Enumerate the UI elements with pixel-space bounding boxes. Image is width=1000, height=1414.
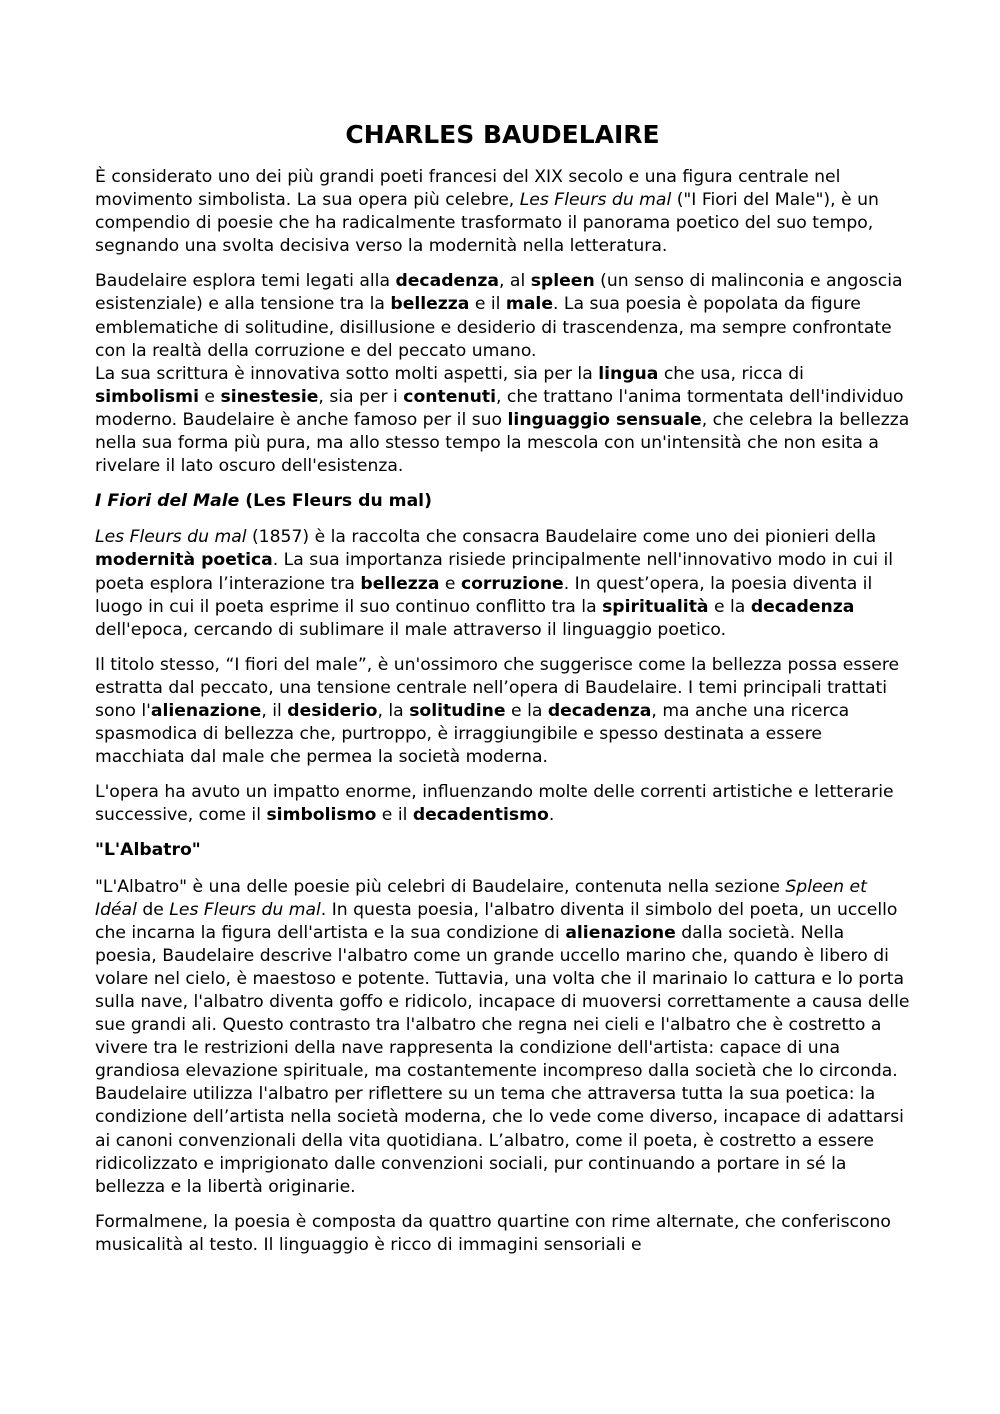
section-title: Spleen et Idéal [95, 876, 867, 920]
keyword: spiritualità [602, 596, 709, 617]
keyword: decadentismo [412, 805, 549, 826]
keyword: spleen [530, 271, 595, 292]
themes-paragraph: Baudelaire esplora temi legati alla decadenza, al spleen (un senso di malinconia e angoscia esistenziale) e alla tensione tra la bellezza e il male. La sua poesia è popolata da figure emblematiche di solitudine, disillusione e desiderio di trascendenza, ma sempre confrontate con la realtà della corruzione e del peccato umano. [95, 271, 903, 361]
keyword: alienazione [150, 700, 262, 721]
albatro-paragraph-1: "L'Albatro" è una delle poesie più celebri di Baudelaire, contenuta nella sezione Spleen et Idéal de Les Fleurs du mal. In questa poesia, l'albatro diventa il simbolo del poeta, un uccello che incarna la figura dell'artista e la sua condizione di alienazione dalla società. Nella poesia, Baudelaire descrive l'albatro come un grande uccello marino che, quando è libero di volare nel cielo, è maestoso e potente. Tuttavia, una volta che il marinaio lo cattura e lo porta sulla nave, l'albatro diventa goffo e ridicolo, incapace di muoversi correttamente a causa delle sue grandi ali. Questo contrasto tra l'albatro che regna nei cieli e l'albatro che è costretto a vivere tra le restrizioni della nave rappresenta la condizione dell'artista: capace di una grandiosa elevazione spirituale, ma costantemente incompreso dalla società che lo circonda. Baudelaire utilizza l'albatro per riflettere su un tema che attraversa tutta la sua poetica: la condizione dell’artista nella società moderna, che lo vede come diverso, incapace di adattarsi ai canoni convenzionali della vita quotidiana. L’albatro, come il poeta, è costretto a essere ridicolizzato e imprigionato dalle convenzioni sociali, pur continuando a portare in sé la bellezza e la libertà originarie. [95, 876, 910, 1197]
fiori-paragraph-3: L'opera ha avuto un impatto enorme, influenzando molte delle correnti artistiche e letterarie successive, come il simbolismo e il decadentismo. [95, 782, 894, 826]
keyword: alienazione [565, 922, 676, 943]
work-title: Les Fleurs du mal [95, 527, 247, 548]
keyword: desiderio [287, 700, 378, 721]
section-heading-fiori: I Fiori del Male (Les Fleurs du mal) [95, 491, 432, 512]
section-heading-albatro: "L'Albatro" [95, 840, 201, 861]
keyword: corruzione [460, 573, 564, 594]
keyword: contenuti [403, 386, 496, 407]
page-title: CHARLES BAUDELAIRE [345, 120, 660, 149]
keyword: simbolismi [95, 386, 199, 407]
keyword: bellezza [360, 573, 440, 594]
keyword: decadenza [750, 596, 855, 617]
fiori-paragraph-1: Les Fleurs du mal (1857) è la raccolta che consacra Baudelaire come uno dei pionieri della modernità poetica. La sua importanza risiede principalmente nell'innovativo modo in cui il poeta esplora l’interazione tra bellezza e corruzione. In quest’opera, la poesia diventa il luogo in cui il poeta esprime il suo continuo conflitto tra la spiritualità e la decadenza dell'epoca, cercando di sublimare il male attraverso il linguaggio poetico. [95, 527, 894, 640]
keyword: male [505, 294, 553, 315]
keyword: modernità poetica [95, 550, 273, 571]
keyword: linguaggio sensuale [507, 409, 702, 430]
keyword: lingua [598, 363, 659, 384]
keyword: decadenza [395, 271, 499, 292]
work-title: Les Fleurs du mal [169, 899, 321, 920]
work-title: Les Fleurs du mal [519, 190, 672, 211]
style-paragraph: La sua scrittura è innovativa sotto molti aspetti, sia per la lingua che usa, ricca di simbolismi e sinestesie, sia per i contenuti, che trattano l'anima tormentata dell'individuo moderno. Baudelaire è anche famoso per il suo linguaggio sensuale, che celebra la bellezza nella sua forma più pura, ma allo stesso tempo la mescola con un'intensità che non esita a rivelare il lato oscuro dell'esistenza. [95, 363, 910, 477]
document-page [95, 110, 910, 1269]
intro-paragraph: È considerato uno dei più grandi poeti francesi del XIX secolo e una figura centrale nel movimento simbolista. La sua opera più celebre, Les Fleurs du mal ("I Fiori del Male"), è un compendio di poesie che ha radicalmente trasformato il panorama poetico del suo tempo, segnando una svolta decisiva verso la modernità nella letteratura. [95, 167, 879, 257]
fiori-paragraph-2: Il titolo stesso, “I fiori del male”, è un'ossimoro che suggerisce come la bellezza possa essere estratta dal peccato, una tensione centrale nell’opera di Baudelaire. I temi principali trattati sono l'alienazione, il desiderio, la solitudine e la decadenza, ma anche una ricerca spasmodica di bellezza che, purtroppo, è irraggiungibile e spesso destinata a essere macchiata dal male che permea la società moderna. [95, 654, 900, 768]
albatro-paragraph-2: Formalmene, la poesia è composta da quattro quartine con rime alternate, che conferiscono musicalità al testo. Il linguaggio è ricco di immagini sensoriali e [95, 1211, 891, 1255]
keyword: simbolismo [266, 805, 377, 826]
keyword: sinestesie [220, 386, 319, 407]
keyword: decadenza [547, 700, 652, 721]
keyword: solitudine [409, 700, 506, 721]
keyword: bellezza [390, 294, 470, 315]
